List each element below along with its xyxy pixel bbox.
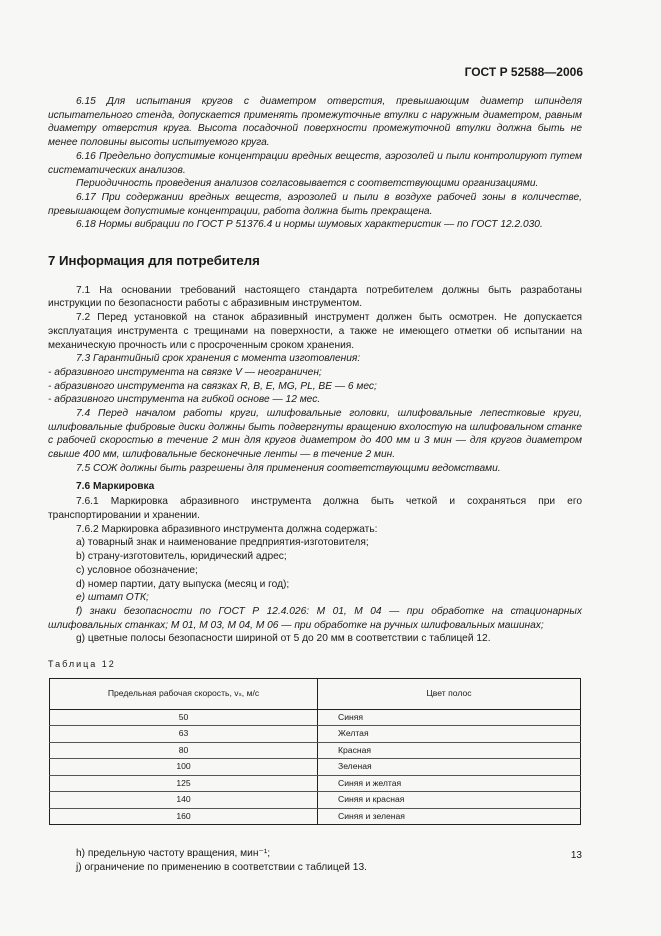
paragraph-7-6-2: 7.6.2 Маркировка абразивного инструмента должна содержать: [76, 523, 378, 535]
list-item-d: d) номер партии, дату выпуска (месяц и год); [76, 578, 290, 590]
cell-speed: 140 [50, 792, 318, 809]
paragraph-7-2: 7.2 Перед установкой на станок абразивный инструмент должен быть осмотрен. Не допускается эксплуатация инструмента с трещинами на поверхности, а также не имеющего отметки об испытании на механическую прочность или с просроченным сроком хранения. [48, 312, 582, 351]
cell-speed: 160 [50, 808, 318, 825]
paragraph-7-6-1: 7.6.1 Маркировка абразивного инструмента должна быть четкой и сохраняться при его транспортировании и хранении. [48, 496, 582, 521]
list-item-c: c) условное обозначение; [76, 564, 198, 576]
cell-color: Синяя и зеленая [318, 808, 581, 825]
paragraph-7-5: 7.5 СОЖ должны быть разрешены для применения соответствующими ведомствами. [76, 462, 501, 474]
cell-color: Синяя и красная [318, 792, 581, 809]
list-item-f: f) знаки безопасности по ГОСТ Р 12.4.026: М 01, М 04 — при обработке на стационарных шлифовальных станках; М 01, М 03, М 04, М 06 — при обработке на ручных шлифовальных машинах; [48, 605, 582, 631]
paragraph-6-17: 6.17 При содержании вредных веществ, аэрозолей и пыли в воздухе рабочей зоны в количестве, превышающем допустимые концентрации, работа должна быть прекращена. [48, 191, 582, 217]
document-id: ГОСТ Р 52588—2006 [464, 65, 583, 79]
subsection-7-6-heading: 7.6 Маркировка [76, 480, 155, 492]
cell-color: Синяя и желтая [318, 775, 581, 792]
table-row [50, 775, 581, 792]
cell-speed: 100 [50, 759, 318, 776]
list-item-j: j) ограничение по применению в соответствии с таблицей 13. [76, 861, 367, 873]
table-row [50, 726, 581, 743]
paragraph-7-4: 7.4 Перед началом работы круги, шлифовальные головки, шлифовальные лепестковые круги, шлифовальные фибровые диски должны быть подвергнуты вращению вхолостую на шлифовальном станке с рабочей скоростью в течение 2 мин для кругов диаметром до 400 мм и 3 мин — для кругов диаметром свыше 400 мм, шлифовальные бесконечные ленты — в течение 2 мин. [48, 408, 582, 461]
list-item-7-3-c: - абразивного инструмента на гибкой основе — 12 мес. [48, 394, 321, 406]
cell-color: Синяя [318, 709, 581, 726]
cell-color: Зеленая [318, 759, 581, 776]
table-header-row [50, 678, 581, 709]
cell-color: Красная [318, 742, 581, 759]
list-item-h: h) предельную частоту вращения, мин⁻¹; [76, 848, 271, 860]
page-number: 13 [570, 850, 582, 861]
paragraph-6-16: 6.16 Предельно допустимые концентрации вредных веществ, аэрозолей и пыли контролируют путем систематических анализов. [48, 150, 582, 176]
table-12 [49, 678, 581, 826]
table-row [50, 742, 581, 759]
list-item-7-3-b: - абразивного инструмента на связках R, B, E, MG, PL, BE — 6 мес; [48, 380, 377, 392]
column-header-color: Цвет полос [318, 678, 581, 709]
paragraph-7-1: 7.1 На основании требований настоящего стандарта потребителем должны быть разработаны инструкции по безопасности работы с абразивным инструментом. [48, 284, 582, 310]
section-7-heading: 7 Информация для потребителя [48, 253, 260, 269]
list-item-g: g) цветные полосы безопасности шириной от 5 до 20 мм в соответствии с таблицей 12. [76, 633, 491, 645]
table-row [50, 709, 581, 726]
table-row [50, 808, 581, 825]
paragraph-6-15: 6.15 Для испытания кругов с диаметром отверстия, превышающим диаметр шпинделя испытательного стенда, допускается применять промежуточные втулки с наружным диаметром, равным диаметру отверстия круга. Высота посадочной поверхности промежуточной втулки должна быть не менее половины высоты испытуемого круга. [48, 96, 582, 149]
cell-speed: 63 [50, 726, 318, 743]
paragraph-6-16-b: Периодичность проведения анализов согласовывается с соответствующими организациями. [76, 178, 539, 190]
cell-speed: 125 [50, 775, 318, 792]
column-header-speed: Предельная рабочая скорость, vₛ, м/с [50, 678, 318, 709]
cell-color: Желтая [318, 726, 581, 743]
list-item-a: а) товарный знак и наименование предприятия-изготовителя; [76, 537, 369, 549]
table-row [50, 792, 581, 809]
table-row [50, 759, 581, 776]
list-item-b: b) страну-изготовитель, юридический адрес; [76, 551, 287, 563]
cell-speed: 50 [50, 709, 318, 726]
list-item-7-3-a: - абразивного инструмента на связке V — неограничен; [48, 366, 322, 378]
paragraph-7-3: 7.3 Гарантийный срок хранения с момента изготовления: [76, 353, 361, 365]
list-item-e: e) штамп ОТК; [76, 592, 149, 604]
paragraph-6-18: 6.18 Нормы вибрации по ГОСТ Р 51376.4 и нормы шумовых характеристик — по ГОСТ 12.2.030. [76, 219, 543, 231]
page-content [48, 95, 582, 875]
cell-speed: 80 [50, 742, 318, 759]
table-12-caption: Таблица 12 [48, 659, 116, 670]
